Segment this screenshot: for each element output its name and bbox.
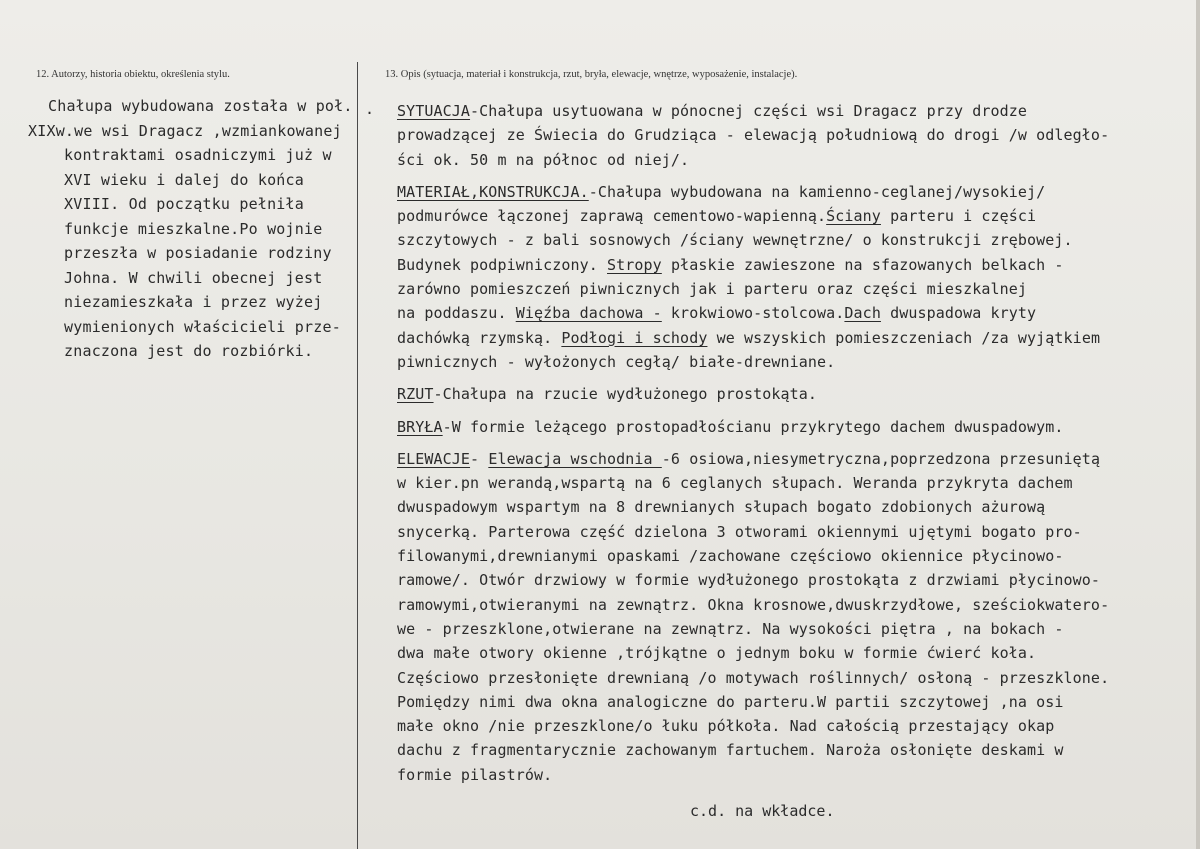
history-line: XVI wieku i dalej do końca — [64, 170, 304, 189]
elewacje-line: Pomiędzy nimi dwa okna analogiczne do parteru.W partii szczytowej ,na osi — [397, 692, 1064, 711]
rzut-line — [397, 382, 1187, 406]
elewacje-line: w kier.pn werandą,wspartą na 6 ceglanych słupach. Weranda przykryta dachem — [397, 474, 1073, 493]
sytuacja-text: -Chałupa usytuowana w pónocnej części wsi Dragacz przy drodze — [470, 102, 1028, 120]
material-text: -Chałupa wybudowana na kamienno-ceglanej/wysokiej/ — [588, 182, 1046, 201]
elewacje-dash: - — [470, 449, 489, 468]
elewacje-line: snycerką. Parterowa część dzielona 3 otworami okiennymi ujętymi bogato pro- — [397, 522, 1082, 541]
material-line — [397, 253, 1187, 277]
floors-stairs-label: Podłogi i schody — [561, 328, 708, 347]
material-text: na poddaszu. — [397, 304, 516, 323]
sytuacja-label: SYTUACJA — [397, 102, 471, 120]
elewacje-line: dwa małe otwory okienne ,trójkątne o jednym boku w formie ćwierć koła. — [397, 644, 1037, 663]
material-text: we wszyskich pomieszczeniach /za wyjątkiem — [707, 328, 1101, 347]
elewacje-line: dachu z fragmentarycznie zachowanym fartuchem. Naroża osłonięte deskami w — [397, 741, 1064, 760]
roof-truss-label: Więźba dachowa - — [515, 304, 662, 323]
section-12-header: 12. Autorzy, historia obiektu, określenia stylu. — [36, 69, 230, 80]
history-line: znaczona jest do rozbiórki. — [64, 342, 314, 360]
east-elevation-label: Elewacja wschodnia — [488, 449, 662, 468]
roof-label: Dach — [844, 304, 881, 323]
history-line: XIXw.we wsi Dragacz ,wzmiankowanej — [28, 121, 342, 140]
material-text: podmurówce łączonej zaprawą cementowo-wapienną. — [397, 207, 827, 226]
material-label: MATERIAŁ,KONSTRUKCJA. — [397, 182, 589, 201]
bryla-label: BRYŁA — [397, 417, 443, 436]
rzut-text: -Chałupa na rzucie wydłużonego prostokąta. — [433, 385, 818, 404]
walls-label: Ściany — [826, 207, 881, 226]
sytuacja-line — [397, 99, 1187, 123]
section-13-header: 13. Opis (sytuacja, materiał i konstrukcja, rzut, bryła, elewacje, wnętrze, wyposażenie, instalacje). — [385, 69, 798, 80]
rzut-label: RZUT — [397, 385, 434, 404]
elewacje-line: Częściowo przesłonięte drewnianą /o motywach roślinnych/ osłoną - przeszklone. — [397, 668, 1110, 687]
page-edge — [1196, 0, 1200, 849]
history-text — [28, 94, 358, 364]
sytuacja-line: prowadzącej ze Świecia do Grudziąca - elewacją południową do drogi /w odległo- — [397, 126, 1110, 145]
material-text: parteru i części — [880, 207, 1037, 226]
bryla-line — [397, 415, 1187, 439]
material-line — [397, 326, 1187, 350]
ceilings-label: Stropy — [607, 255, 662, 274]
history-line: Johna. W chwili obecnej jest — [64, 268, 323, 287]
history-line: kontraktami osadniczymi już w — [64, 146, 332, 164]
elewacje-line: formie pilastrów. — [397, 765, 553, 784]
elewacje-line: dwuspadowym wspartym na 8 drewnianych słupach bogato zdobionych ażurową — [397, 498, 1046, 517]
elewacje-line: ramowe/. Otwór drzwiowy w formie wydłużonego prostokąta z drzwiami płycinowo- — [397, 571, 1101, 590]
history-line: XVIII. Od początku pełniła — [64, 195, 304, 213]
history-line: Chałupa wybudowana została w poł. — [48, 97, 353, 115]
material-text: płaskie zawieszone na sfazowanych belkach - — [661, 255, 1064, 274]
elewacje-line: we - przeszklone,otwierane na zewnątrz. Na wysokości piętra , na bokach - — [397, 619, 1064, 638]
elewacje-line — [397, 447, 1187, 471]
material-text: dachówką rzymską. — [397, 328, 562, 347]
material-line: piwnicznych - wyłożonych cegłą/ białe-drewniane. — [397, 352, 836, 371]
elewacje-line: filowanymi,drewnianymi opaskami /zachowane częściowo okiennice płycinowo- — [397, 547, 1064, 566]
bryla-text: -W formie leżącego prostopadłościanu przykrytego dachem dwuspadowym. — [442, 417, 1064, 436]
material-line — [397, 180, 1187, 204]
description-text — [397, 99, 1187, 787]
margin-mark: . — [365, 100, 375, 118]
history-line: niezamieszkała i przez wyżej — [64, 293, 323, 311]
elewacje-label: ELEWACJE — [397, 449, 471, 468]
material-line — [397, 204, 1187, 228]
material-text: krokwiowo-stolcowa. — [661, 304, 845, 323]
material-line — [397, 301, 1187, 325]
material-text: dwuspadowa kryty — [880, 304, 1037, 323]
elewacje-line: ramowymi,otwieranymi na zewnątrz. Okna krosnowe,dwuskrzydłowe, sześciokwatero- — [397, 595, 1110, 614]
history-line: przeszła w posiadanie rodziny — [64, 244, 332, 262]
history-line: wymienionych właścicieli prze- — [64, 317, 341, 336]
continuation-note: c.d. na wkładce. — [690, 802, 835, 820]
material-line: zarówno pomieszczeń piwnicznych jak i parteru oraz części mieszkalnej — [397, 280, 1028, 299]
material-text: Budynek podpiwniczony. — [397, 255, 608, 274]
material-line: szczytowych - z bali sosnowych /ściany wewnętrzne/ o konstrukcji zrębowej. — [397, 231, 1073, 250]
elewacje-line: małe okno /nie przeszklone/o łuku półkoła. Nad całością przestający okap — [397, 717, 1055, 736]
history-line: funkcje mieszkalne.Po wojnie — [64, 219, 323, 238]
elewacje-text: -6 osiowa,niesymetryczna,poprzedzona przesuniętą — [661, 449, 1101, 468]
sytuacja-line: ści ok. 50 m na północ od niej/. — [397, 150, 690, 169]
